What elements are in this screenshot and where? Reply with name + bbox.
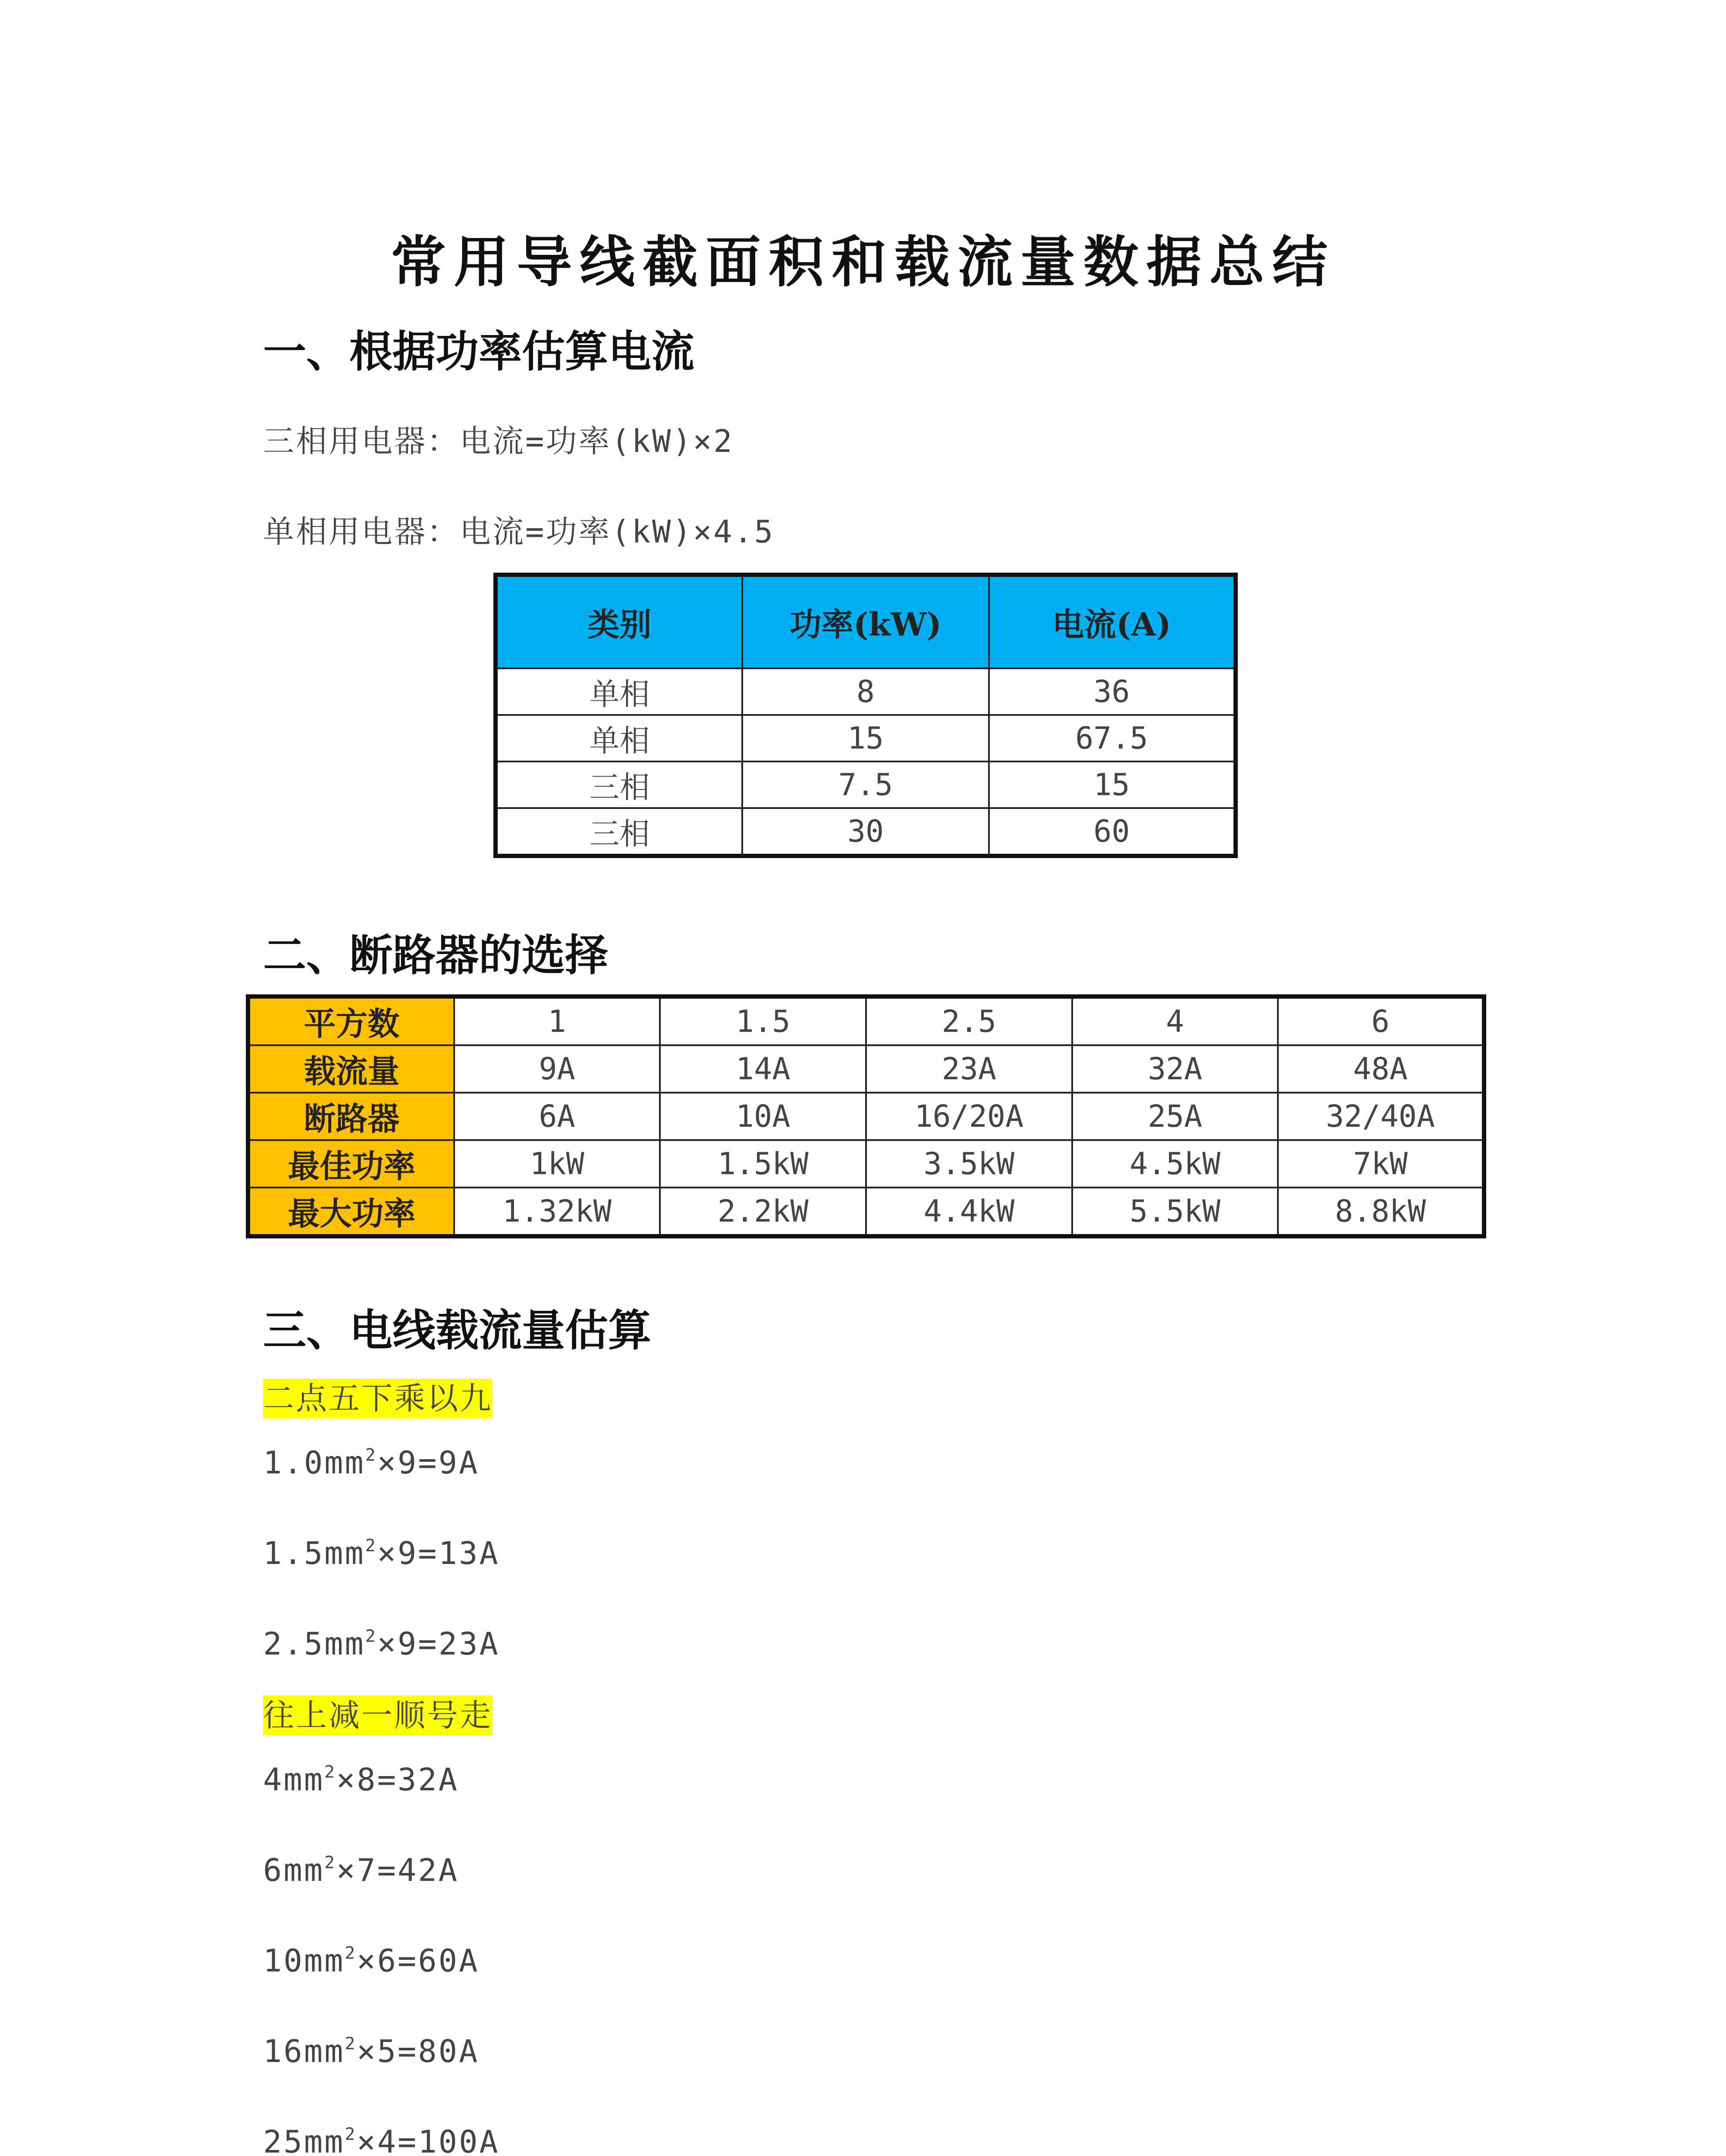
breaker-selection-table — [246, 994, 1486, 1238]
table-cell: 1 — [454, 997, 660, 1045]
calc-line: $4mm^2\times 8=32A$ — [263, 1761, 459, 1798]
calc-line: $25mm^2\times 4=100A$ — [263, 2124, 500, 2156]
table-cell: 单相 — [496, 715, 742, 761]
page-title: 常用导线截面积和载流量数据总结 — [390, 230, 1335, 295]
table-cell: 8.8kW — [1278, 1188, 1484, 1236]
table-cell: 6A — [454, 1093, 660, 1140]
table-cell: 30 — [742, 808, 989, 856]
header-power: 功率(kW) — [742, 575, 989, 668]
calc-line: $6mm^2\times 7=42A$ — [263, 1852, 459, 1888]
table-cell: 16/20A — [866, 1093, 1072, 1140]
section1-heading: 一、根据功率估算电流 — [263, 326, 694, 377]
table-row — [248, 997, 1484, 1045]
table-cell: 2.5 — [866, 997, 1072, 1045]
table-row — [248, 1093, 1484, 1140]
table-row — [496, 668, 1236, 715]
table-cell: 23A — [866, 1045, 1072, 1093]
table-row — [248, 1140, 1484, 1188]
table-cell: 2.2kW — [660, 1188, 866, 1236]
table-cell: 单相 — [496, 668, 742, 715]
calc-line: $1.0mm^2\times 9=9A$ — [263, 1445, 480, 1481]
row-header-max-power: 最大功率 — [248, 1188, 454, 1236]
section2-heading: 二、断路器的选择 — [263, 930, 608, 981]
row-header-ampacity: 载流量 — [248, 1045, 454, 1093]
table-row — [496, 761, 1236, 808]
mnemonic-line-1 — [263, 1373, 493, 1418]
table-cell: 60 — [989, 808, 1236, 856]
calc-line: $10mm^2\times 6=60A$ — [263, 1943, 480, 1979]
table-cell: 4.5kW — [1072, 1140, 1278, 1188]
header-category: 类别 — [496, 575, 742, 668]
table-cell: 7kW — [1278, 1140, 1484, 1188]
table-cell: 15 — [989, 761, 1236, 808]
table-cell: 1.32kW — [454, 1188, 660, 1236]
mnemonic-line-2 — [263, 1690, 493, 1735]
calc-line: $2.5mm^2\times 9=23A$ — [263, 1626, 500, 1662]
table-cell: 4.4kW — [866, 1188, 1072, 1236]
table-cell: 9A — [454, 1045, 660, 1093]
table-cell: 32/40A — [1278, 1093, 1484, 1140]
section3-heading: 三、电线载流量估算 — [263, 1305, 651, 1356]
single-phase-formula: 单相用电器：电流=功率(kW)×4.5 — [263, 514, 775, 550]
table-cell: 7.5 — [742, 761, 989, 808]
table-cell: 32A — [1072, 1045, 1278, 1093]
table-cell: 14A — [660, 1045, 866, 1093]
table-header-row — [496, 575, 1236, 668]
table-cell: 67.5 — [989, 715, 1236, 761]
row-header-cross-section: 平方数 — [248, 997, 454, 1045]
table-cell: 4 — [1072, 997, 1278, 1045]
table-cell: 1kW — [454, 1140, 660, 1188]
table-cell: 1.5kW — [660, 1140, 866, 1188]
table-cell: 3.5kW — [866, 1140, 1072, 1188]
row-header-best-power: 最佳功率 — [248, 1140, 454, 1188]
table-cell: 10A — [660, 1093, 866, 1140]
table-cell: 1.5 — [660, 997, 866, 1045]
row-header-breaker: 断路器 — [248, 1093, 454, 1140]
table-cell: 36 — [989, 668, 1236, 715]
calc-line: $16mm^2\times 5=80A$ — [263, 2033, 480, 2069]
highlighted-mnemonic: 二点五下乘以九 — [263, 1379, 493, 1418]
header-current: 电流(A) — [989, 575, 1236, 668]
table-cell: 48A — [1278, 1045, 1484, 1093]
table-row — [248, 1188, 1484, 1236]
table-cell: 5.5kW — [1072, 1188, 1278, 1236]
table-row — [496, 808, 1236, 856]
power-current-table — [493, 573, 1238, 858]
table-cell: 25A — [1072, 1093, 1278, 1140]
table-cell: 15 — [742, 715, 989, 761]
table-row — [248, 1045, 1484, 1093]
three-phase-formula: 三相用电器：电流=功率(kW)×2 — [263, 423, 734, 459]
table-row — [496, 715, 1236, 761]
table-cell: 三相 — [496, 761, 742, 808]
table-cell: 8 — [742, 668, 989, 715]
table-cell: 6 — [1278, 997, 1484, 1045]
calc-line: $1.5mm^2\times 9=13A$ — [263, 1535, 500, 1571]
table-cell: 三相 — [496, 808, 742, 856]
highlighted-mnemonic: 往上减一顺号走 — [263, 1695, 493, 1735]
